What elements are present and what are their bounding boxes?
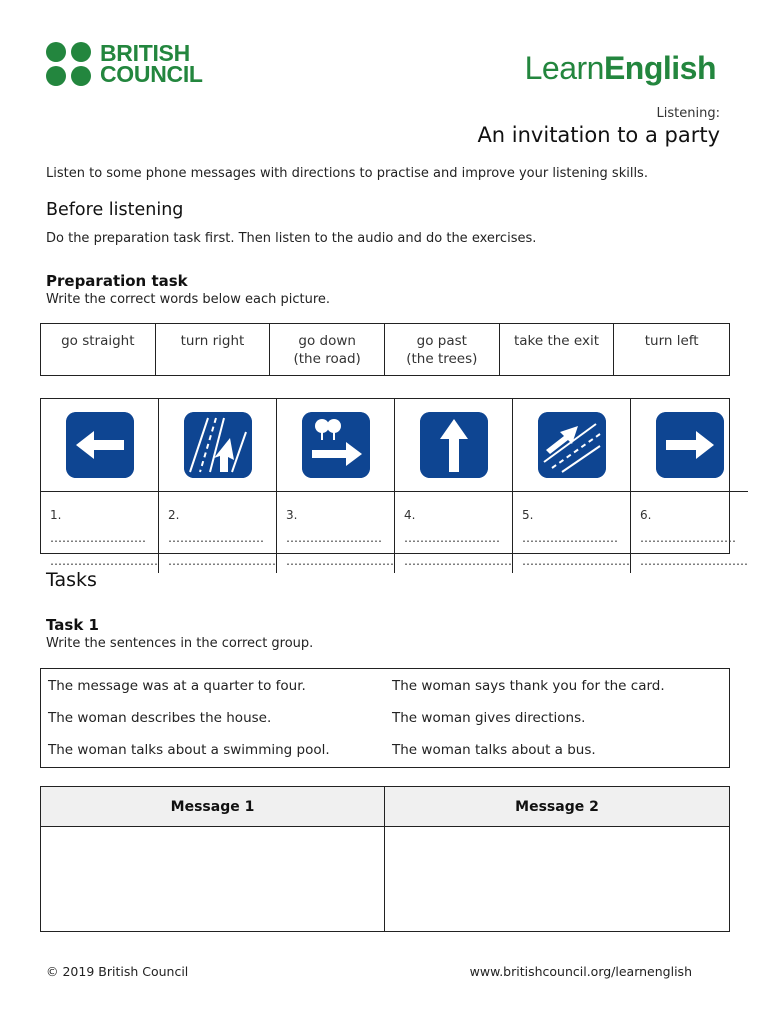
- arrow-left-icon: [66, 412, 134, 478]
- message-2-dropzone[interactable]: [385, 827, 729, 931]
- word-bank-table: [40, 323, 730, 376]
- message-2-header: Message 2: [385, 787, 729, 827]
- learnenglish-logo: LearnEnglish: [524, 50, 716, 86]
- sentence-item[interactable]: The woman talks about a swimming pool.: [48, 742, 330, 758]
- footer-url[interactable]: www.britishcouncil.org/learnenglish: [469, 964, 692, 979]
- sentence-item[interactable]: The woman says thank you for the card.: [392, 678, 665, 694]
- british-council-logo: [46, 42, 203, 86]
- picture-cell: [513, 399, 631, 491]
- page-title: An invitation to a party: [477, 123, 720, 147]
- preparation-task-instruction: Write the correct words below each picture.: [46, 292, 331, 307]
- british-council-wordmark: BRITISH COUNCIL: [100, 40, 203, 87]
- answer-cell[interactable]: 3. …………………… ………………………: [277, 491, 395, 573]
- task1-heading: Task 1: [46, 616, 99, 634]
- word-cell: go down (the road): [270, 324, 385, 375]
- exit-right-icon: [184, 412, 252, 478]
- intro-text: Listen to some phone messages with directions to practise and improve your listening skills.: [46, 166, 648, 181]
- picture-answer-table: [40, 398, 748, 568]
- before-listening-heading: Before listening: [46, 200, 184, 220]
- picture-cell: [395, 399, 513, 491]
- preparation-task-heading: Preparation task: [46, 272, 188, 290]
- british-council-dots-icon: [46, 42, 91, 86]
- answer-cell[interactable]: 5. …………………… ………………………: [513, 491, 631, 573]
- answer-cell[interactable]: 4. …………………… ………………………: [395, 491, 513, 573]
- message-1-header: Message 1: [41, 787, 385, 827]
- sentence-item[interactable]: The woman describes the house.: [48, 710, 272, 726]
- sentence-item[interactable]: The woman gives directions.: [392, 710, 586, 726]
- word-cell: take the exit: [500, 324, 615, 375]
- arrow-right-icon: [656, 412, 724, 478]
- tasks-heading: Tasks: [46, 569, 97, 591]
- answer-cell[interactable]: 6. …………………… ………………………: [631, 491, 748, 573]
- message-1-dropzone[interactable]: [41, 827, 385, 931]
- task1-instruction: Write the sentences in the correct group.: [46, 636, 314, 651]
- road-past-trees-icon: [302, 412, 370, 478]
- word-cell: turn left: [644, 333, 699, 349]
- answer-cell[interactable]: 2. …………………… ………………………: [159, 491, 277, 573]
- word-cell: go straight: [41, 324, 156, 375]
- answer-cell[interactable]: 1. …………………… ………………………: [41, 491, 159, 573]
- section-label: Listening:: [656, 106, 720, 121]
- message-group-table: [40, 786, 730, 932]
- picture-cell: [277, 399, 395, 491]
- picture-cell: [159, 399, 277, 491]
- arrow-up-icon: [420, 412, 488, 478]
- motorway-exit-icon: [538, 412, 606, 478]
- footer-copyright: © 2019 British Council: [46, 964, 189, 979]
- picture-cell: [631, 399, 748, 491]
- picture-cell: [41, 399, 159, 491]
- sentence-item[interactable]: The woman talks about a bus.: [392, 742, 596, 758]
- word-cell: go past (the trees): [385, 324, 500, 375]
- before-listening-instruction: Do the preparation task first. Then listen to the audio and do the exercises.: [46, 231, 537, 246]
- sentence-bank: [40, 668, 730, 768]
- word-cell: turn right: [156, 324, 271, 375]
- sentence-item[interactable]: The message was at a quarter to four.: [48, 678, 306, 694]
